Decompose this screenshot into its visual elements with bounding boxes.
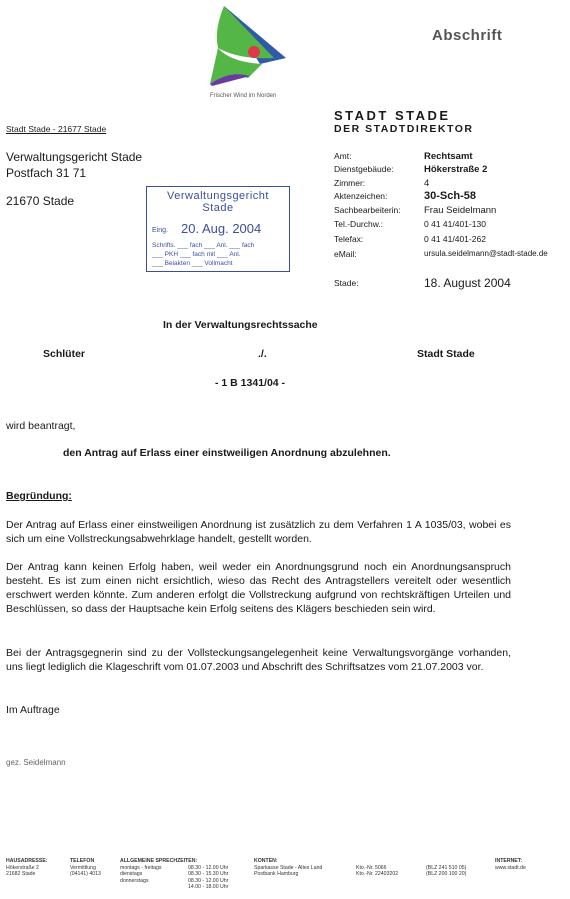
footer-heading: HAUSADRESSE: bbox=[6, 858, 48, 864]
footer-sprechzeiten bbox=[120, 858, 250, 893]
info-label: Amt: bbox=[334, 151, 352, 161]
footer-konten bbox=[254, 858, 504, 879]
abschrift-mark: Abschrift bbox=[432, 27, 503, 44]
recipient-line-2: Postfach 31 71 bbox=[6, 166, 87, 180]
footer-line: Kto.-Nr. 5066 bbox=[356, 864, 387, 871]
footer-heading: TELEFON bbox=[70, 858, 95, 864]
info-value: 30-Sch-58 bbox=[424, 190, 476, 202]
info-label: Tel.-Durchw.: bbox=[334, 219, 384, 229]
footer-link: www.stadt.de bbox=[495, 864, 526, 871]
case-heading: In der Verwaltungsrechtssache bbox=[163, 319, 318, 331]
info-label: Aktenzeichen: bbox=[334, 191, 388, 201]
info-label: eMail: bbox=[334, 249, 357, 259]
footer-hausadresse bbox=[6, 858, 48, 878]
stamp-date: 20. Aug. 2004 bbox=[181, 221, 262, 236]
footer-line: 14.00 - 18.00 Uhr bbox=[188, 884, 229, 891]
footer-line: Postbank Hamburg bbox=[254, 871, 299, 878]
recipient-line-3: 21670 Stade bbox=[6, 194, 75, 208]
footer-line: donnerstags bbox=[120, 877, 149, 884]
paragraph-2: Der Antrag kann keinen Erfolg haben, weil weder ein Anordnungsgrund noch ein Anordnungsanspruch besteht. Es ist zum einen nicht ersichtlich, wieso das Recht des Antragstellers vereitelt oder wesentlich erschwert werden könnte. Zum anderen erfolgt die Vollstreckung aufgrund von rechtskräftigen Urteilen und Beschlüssen, so dass der Hauptsache kein Erfolg seitens des Klägers beschieden sein wird. bbox=[6, 561, 511, 615]
place-label: Stade: bbox=[334, 278, 359, 288]
party-plaintiff: Schlüter bbox=[43, 348, 86, 360]
footer-heading: ALLGEMEINE SPRECHZEITEN: bbox=[120, 858, 198, 864]
stamp-row-3: ___ Beiakten ___ Vollmacht bbox=[152, 260, 233, 267]
logo-tagline: Frischer Wind im Norden bbox=[210, 93, 277, 99]
paragraph-3: Bei der Antragsgegnerin sind zu der Vollsteckungsangelegenheit keine Verwaltungsvorgänge vorhanden, uns liegt lediglich die Klageschrift vom 01.07.2003 und Abschrift des Schriftsatzes vom 21.07.2003 vor. bbox=[6, 647, 511, 673]
court-received-stamp bbox=[146, 186, 290, 272]
city-title: STADT STADE bbox=[334, 108, 451, 123]
info-value: Hökerstraße 2 bbox=[424, 164, 488, 175]
case-file-number: - 1 B 1341/04 - bbox=[215, 377, 286, 389]
footer-line: dienstags bbox=[120, 871, 143, 878]
stamp-row-1: Schrifts. ___ fach ___ Anl. ___ fach bbox=[152, 242, 255, 249]
info-value: ursula.seidelmann@stadt-stade.de bbox=[424, 249, 548, 258]
info-label: Dienstgebäude: bbox=[334, 164, 394, 174]
stamp-court-name: Verwaltungsgericht bbox=[167, 190, 269, 202]
signature: gez. Seidelmann bbox=[6, 758, 66, 767]
stamp-court-city: Stade bbox=[202, 202, 234, 214]
city-logo bbox=[200, 0, 300, 90]
recipient-line-1: Verwaltungsgericht Stade bbox=[6, 150, 143, 164]
footer-line: 08.30 - 12.00 Uhr bbox=[188, 877, 229, 884]
paragraph-1: Der Antrag auf Erlass einer einstweiligen Anordnung ist zusätzlich zu dem Verfahren 1 A 1035/03, wobei es sich um eine Vollstreckungsabwehrklage handelt, gestellt worden. bbox=[6, 519, 511, 545]
info-value: 0 41 41/401-130 bbox=[424, 219, 486, 229]
stamp-eing-label: Eing. bbox=[152, 227, 168, 234]
info-value: 4 bbox=[424, 178, 430, 189]
footer-line: Hökerstraße 2 bbox=[6, 864, 39, 871]
info-value: Rechtsamt bbox=[424, 151, 473, 162]
footer-line: Kto.-Nr. 22403202 bbox=[356, 871, 399, 878]
place-date bbox=[334, 276, 570, 292]
info-label: Sachbearbeiterin: bbox=[334, 205, 401, 215]
footer-internet bbox=[495, 858, 526, 871]
info-value: 0 41 41/401-262 bbox=[424, 234, 486, 244]
info-label: Telefax: bbox=[334, 234, 364, 244]
closing-text: Im Auftrage bbox=[6, 704, 60, 716]
sender-line: Stadt Stade - 21677 Stade bbox=[6, 124, 107, 134]
footer-telefon bbox=[70, 858, 101, 878]
footer-line: (04141) 4013 bbox=[70, 871, 101, 878]
info-label: Zimmer: bbox=[334, 178, 366, 188]
intro-text: wird beantragt, bbox=[6, 420, 76, 432]
footer-heading: KONTEN: bbox=[254, 858, 278, 864]
letter-date: 18. August 2004 bbox=[424, 276, 511, 290]
footer-line: 21682 Stade bbox=[6, 871, 36, 878]
footer-line: Sparkasse Stade - Altes Land bbox=[254, 864, 323, 871]
footer-line: 08.30 - 12.00 Uhr bbox=[188, 864, 229, 871]
motion-text: den Antrag auf Erlass einer einstweiligen Anordnung abzulehnen. bbox=[63, 447, 391, 459]
wind-sail-logo-icon bbox=[200, 0, 300, 88]
footer-line: 08.30 - 15.30 Uhr bbox=[188, 871, 229, 878]
footer-line: (BLZ 200 100 20) bbox=[426, 871, 467, 878]
info-block bbox=[334, 151, 570, 266]
reason-heading: Begründung: bbox=[6, 490, 72, 502]
footer-line: (BLZ 241 510 05) bbox=[426, 864, 467, 871]
footer-heading: INTERNET: bbox=[495, 858, 523, 864]
party-defendant: Stadt Stade bbox=[417, 348, 475, 360]
footer-line: Vermittlung bbox=[70, 864, 96, 871]
party-versus: ./. bbox=[258, 348, 267, 360]
footer-line: montags - freitags bbox=[120, 864, 162, 871]
info-value: Frau Seidelmann bbox=[424, 205, 497, 216]
director-title: DER STADTDIREKTOR bbox=[334, 123, 474, 135]
recipient-address bbox=[6, 149, 142, 209]
stamp-row-2: ___ PKH ___ fach mit ___ Anl. bbox=[152, 251, 241, 258]
